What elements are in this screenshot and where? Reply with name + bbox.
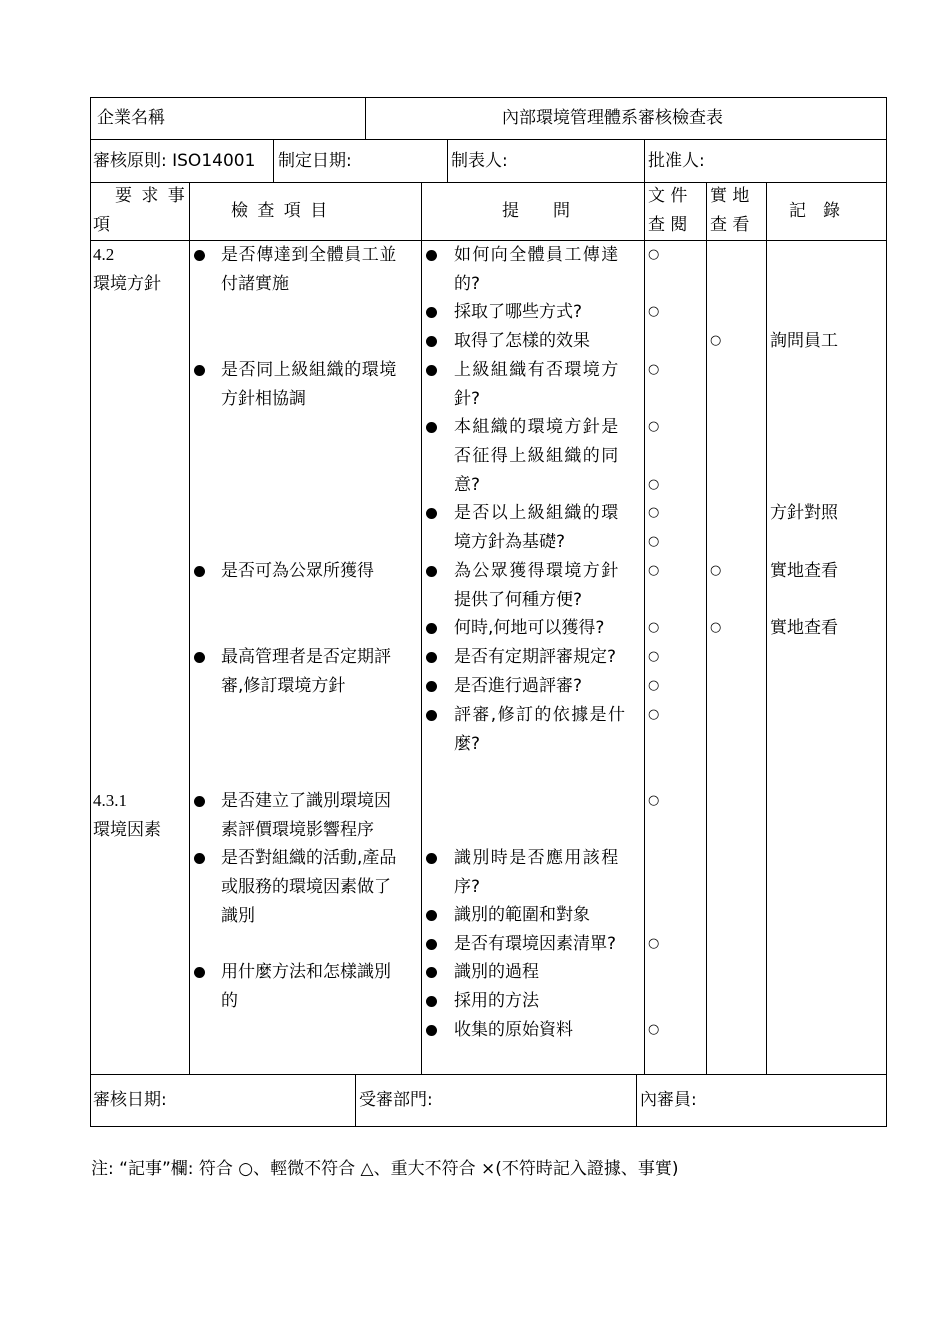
col-divider [644,182,645,1074]
col-divider [644,139,645,182]
col-divider [766,182,767,1074]
table-right-border [886,97,887,1127]
question-line: 如何向全體員工傳達 [454,245,620,265]
col-divider [355,1074,356,1126]
approver-label: 批准人: [648,151,705,171]
bullet-icon [426,422,437,433]
row-divider [90,240,887,241]
bullet-icon [426,996,437,1007]
col-header-record: 記 錄 [789,201,840,221]
check-item-line: 是否建立了識別環境因 [221,791,391,811]
col-divider [273,139,274,182]
check-item-line: 或服務的環境因素做了 [221,877,391,897]
question-line: 是否以上級組織的環 [454,503,620,523]
record-entry: 實地查看 [770,618,838,638]
doc-mark: ○ [648,793,660,808]
date-label: 制定日期: [278,151,352,171]
section-code: 4.2 [93,245,115,264]
doc-mark: ○ [648,620,660,635]
bullet-icon [426,508,437,519]
section-name: 環境方針 [93,274,161,294]
col-divider [365,97,366,139]
table-left-border [90,97,91,1127]
check-item-line: 是否對組織的活動,產品 [221,848,397,868]
section-code: 4.3.1 [93,791,127,810]
col-divider [636,1074,637,1126]
check-item-line: 最高管理者是否定期評 [221,647,391,667]
record-entry: 方針對照 [770,503,838,523]
audited-dept-label: 受審部門: [359,1090,433,1110]
question-line: 上級組織有否環境方 [454,360,620,380]
doc-mark: ○ [648,505,660,520]
footnote: 注: “記事”欄: 符合 ○、輕微不符合 △、重大不符合 ×(不符時記入證據、事實) [91,1159,679,1179]
bullet-icon [194,566,205,577]
form-title: 內部環境管理體系審核檢查表 [502,108,723,128]
question-line: 是否進行過評審? [454,676,583,696]
bullet-icon [194,365,205,376]
doc-mark: ○ [648,304,660,319]
question-line: 何時,何地可以獲得? [454,618,605,638]
bullet-icon [426,710,437,721]
question-line: 識別的範圍和對象 [454,905,590,925]
question-line: 識別的過程 [454,962,539,982]
question-line: 本組織的環境方針是 [454,417,620,437]
doc-mark: ○ [648,649,660,664]
site-mark: ○ [710,333,722,348]
question-line: 評審,修訂的依據是什 [454,705,627,725]
preparer-label: 制表人: [451,151,508,171]
check-item-line: 是否傳達到全體員工並 [221,245,397,265]
audit-principle: 審核原則: ISO14001 [93,151,256,171]
doc-mark: ○ [648,707,660,722]
question-line: 麼? [454,734,481,754]
site-mark: ○ [710,620,722,635]
row-divider [90,182,887,183]
bullet-icon [194,967,205,978]
check-item-line: 用什麼方法和怎樣識別 [221,962,391,982]
col-header-requirement: 要 求 事 [115,186,187,206]
bullet-icon [194,250,205,261]
table-bottom-border [90,1126,887,1127]
question-line: 的? [454,274,481,294]
audit-date-label: 審核日期: [93,1090,167,1110]
doc-mark: ○ [648,1022,660,1037]
bullet-icon [426,853,437,864]
doc-mark: ○ [648,419,660,434]
doc-mark: ○ [648,247,660,262]
bullet-icon [426,939,437,950]
site-mark: ○ [710,563,722,578]
bullet-icon [426,967,437,978]
bullet-icon [426,250,437,261]
check-item-line: 審,修訂環境方針 [221,676,346,696]
doc-mark: ○ [648,678,660,693]
company-name-label: 企業名稱 [97,108,165,128]
doc-mark: ○ [648,563,660,578]
col-header-doc: 文 件 [648,186,688,206]
bullet-icon [194,853,205,864]
col-header-requirement-2: 項 [93,215,110,235]
col-header-questions: 提 問 [502,201,570,221]
question-line: 提供了何種方便? [454,590,583,610]
check-item-line: 是否同上級組織的環境 [221,360,397,380]
bullet-icon [426,1025,437,1036]
question-line: 境方針為基礎? [454,532,566,552]
check-item-line: 識別 [221,906,255,926]
question-line: 是否有環境因素清單? [454,934,617,954]
internal-auditor-label: 內審員: [640,1090,697,1110]
question-line: 採用的方法 [454,991,539,1011]
doc-mark: ○ [648,936,660,951]
question-line: 識別時是否應用該程 [454,848,620,868]
question-line: 取得了怎樣的效果 [454,331,590,351]
bullet-icon [426,336,437,347]
bullet-icon [426,681,437,692]
check-item-line: 付諸實施 [221,274,289,294]
col-header-doc-2: 查 閱 [648,215,688,235]
question-line: 針? [454,389,481,409]
doc-mark: ○ [648,534,660,549]
question-line: 否征得上級組織的同 [454,446,620,466]
col-divider [706,182,707,1074]
question-line: 意? [454,475,481,495]
bullet-icon [194,796,205,807]
check-item-line: 素評價環境影響程序 [221,820,374,840]
bullet-icon [426,365,437,376]
check-item-line: 的 [221,991,238,1011]
question-line: 收集的原始資料 [454,1020,573,1040]
bullet-icon [426,307,437,318]
doc-mark: ○ [648,362,660,377]
bullet-icon [194,652,205,663]
check-item-line: 方針相協調 [221,389,306,409]
row-divider [90,139,887,140]
check-item-line: 是否可為公眾所獲得 [221,561,374,581]
record-entry: 實地查看 [770,561,838,581]
col-header-site: 實 地 [710,186,750,206]
question-line: 為公眾獲得環境方針 [454,561,620,581]
doc-mark: ○ [648,477,660,492]
question-line: 採取了哪些方式? [454,302,583,322]
record-entry: 詢問員工 [770,331,838,351]
question-line: 是否有定期評審規定? [454,647,617,667]
col-header-site-2: 查 看 [710,215,750,235]
col-divider [447,139,448,182]
col-divider [421,182,422,1074]
question-line: 序? [454,877,481,897]
bullet-icon [426,566,437,577]
section-name: 環境因素 [93,820,161,840]
col-header-check-items: 檢 查 項 目 [231,201,330,221]
bullet-icon [426,910,437,921]
row-divider [90,1074,887,1075]
bullet-icon [426,623,437,634]
table-top-border [90,97,887,98]
col-divider [189,182,190,1074]
bullet-icon [426,652,437,663]
